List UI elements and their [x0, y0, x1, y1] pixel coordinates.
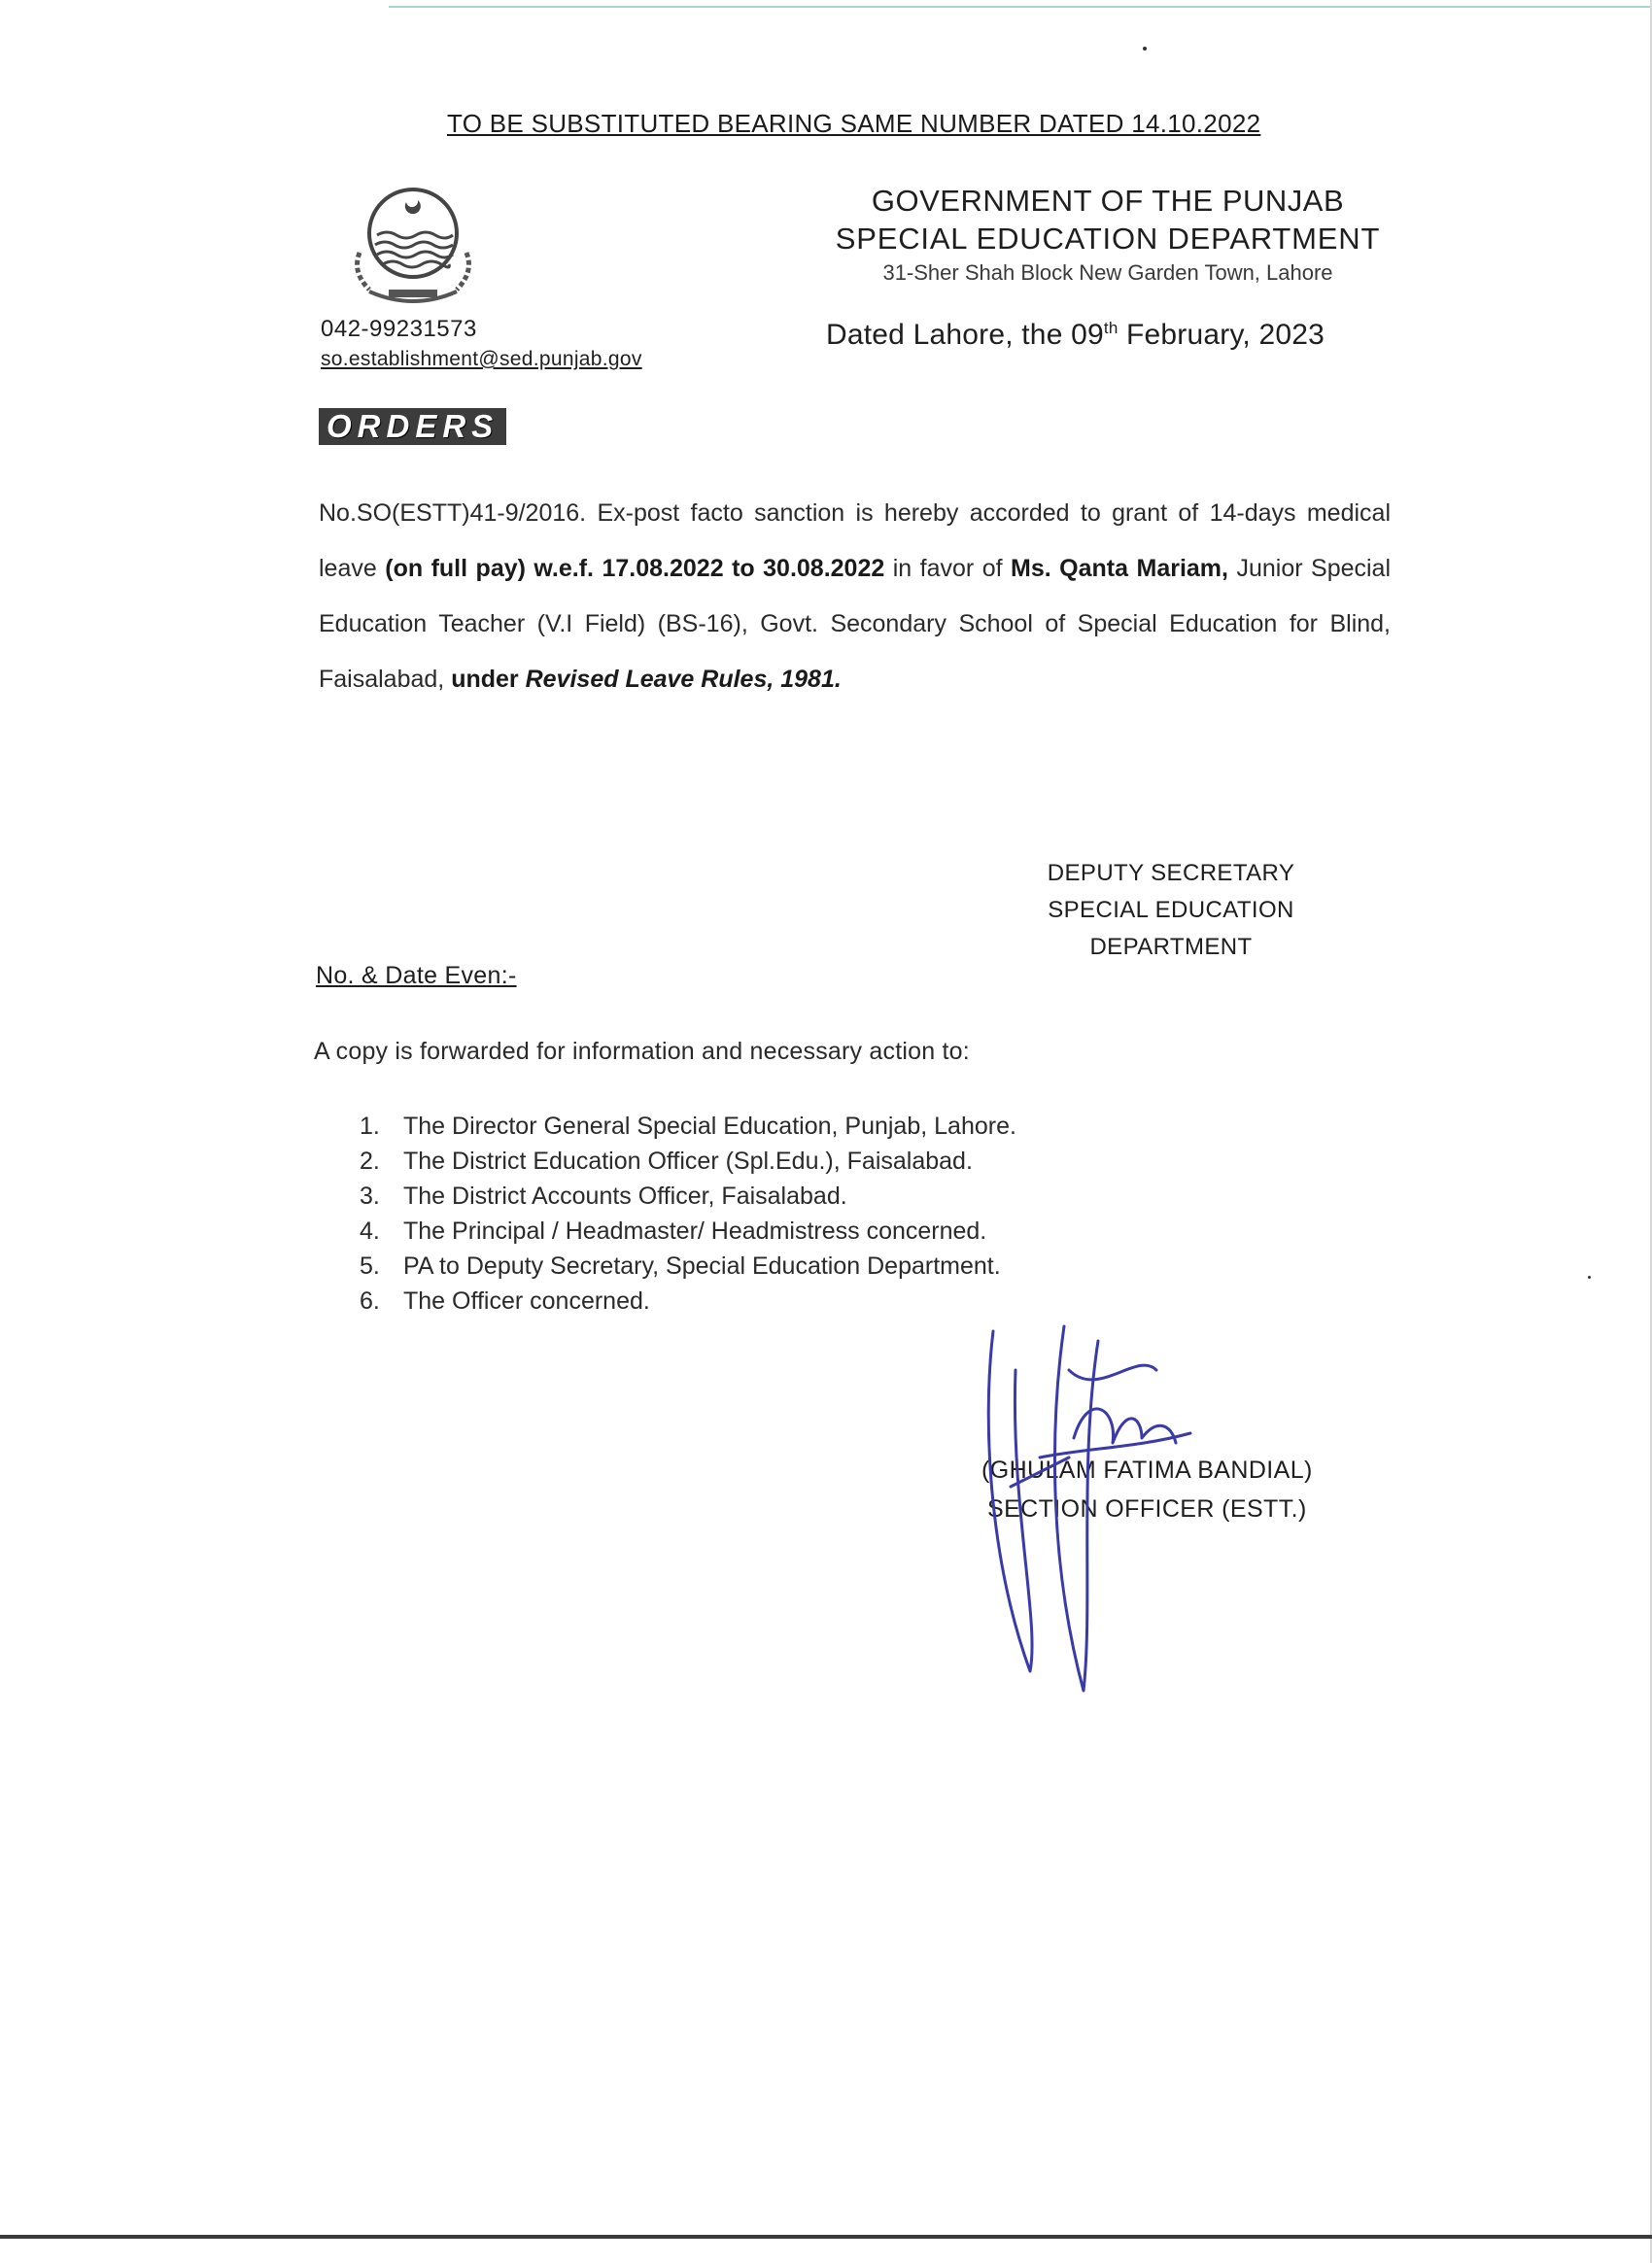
list-number: 1. [360, 1113, 380, 1140]
list-number: 6. [360, 1287, 380, 1315]
list-text: The Principal / Headmaster/ Headmistress concerned. [403, 1217, 987, 1245]
order-text-1: Ex-post facto sanction is hereby accorded to grant of 14-days medical leave [319, 499, 1391, 582]
date-ordinal: th [1103, 319, 1119, 337]
leave-rules: Revised Leave Rules, 1981. [525, 666, 842, 693]
date-prefix: Dated Lahore, the 09 [826, 319, 1104, 351]
department-title: SPECIAL EDUCATION DEPARTMENT [835, 222, 1381, 256]
list-item [360, 1109, 1016, 1144]
order-text-3: Junior Special Education Teacher (V.I Field) (BS-16), Govt. Secondary School of Special Education for Blind, Faisalabad, [319, 555, 1392, 693]
scan-edge-top [389, 6, 1652, 8]
issue-date [826, 319, 1325, 352]
deputy-line-2: SPECIAL EDUCATION [1048, 897, 1294, 923]
leave-period: (on full pay) w.e.f. 17.08.2022 to 30.08.2022 [385, 555, 885, 582]
scan-edge-bottom [0, 2235, 1652, 2239]
order-paragraph [319, 486, 1391, 707]
order-under: under [451, 666, 526, 693]
officer-name: (GHULAM FATIMA BANDIAL) [981, 1457, 1313, 1484]
list-item [360, 1249, 1016, 1284]
scan-speck [1588, 1276, 1591, 1279]
no-date-even-label: No. & Date Even:- [316, 962, 517, 989]
list-text: The District Education Officer (Spl.Edu.), Faisalabad. [403, 1148, 973, 1175]
list-item [360, 1179, 1016, 1214]
email-address: so.establishment@sed.punjab.gov [321, 348, 642, 370]
copy-forwarded-text: A copy is forwarded for information and necessary action to: [314, 1038, 970, 1065]
phone-number: 042-99231573 [321, 316, 477, 342]
government-title: GOVERNMENT OF THE PUNJAB [871, 184, 1345, 218]
list-number: 3. [360, 1183, 380, 1210]
department-address: 31-Sher Shah Block New Garden Town, Lahore [882, 260, 1333, 285]
handwritten-signature-icon [972, 1312, 1205, 1700]
list-text: The Director General Special Education, Punjab, Lahore. [403, 1113, 1016, 1140]
deputy-secretary-block [991, 855, 1351, 966]
substitution-note: TO BE SUBSTITUTED BEARING SAME NUMBER DATED 14.10.2022 [447, 109, 1261, 138]
list-number: 5. [360, 1252, 380, 1280]
deputy-line-1: DEPUTY SECRETARY [1047, 860, 1295, 886]
deputy-line-3: DEPARTMENT [1089, 934, 1253, 960]
employee-name: Ms. Qanta Mariam, [1011, 555, 1228, 582]
officer-title: SECTION OFFICER (ESTT.) [987, 1495, 1307, 1523]
list-item [360, 1144, 1016, 1179]
list-text: The District Accounts Officer, Faisalabad. [403, 1183, 847, 1210]
orders-title: ORDERS [319, 408, 506, 445]
date-suffix: February, 2023 [1118, 319, 1325, 351]
order-text-2: in favor of [884, 555, 1012, 582]
list-number: 4. [360, 1217, 380, 1245]
recipient-list [360, 1109, 1016, 1319]
order-number: No.SO(ESTT)41-9/2016. [319, 499, 587, 527]
scan-speck [1143, 47, 1147, 51]
punjab-emblem-icon [330, 185, 496, 311]
list-number: 2. [360, 1148, 380, 1175]
list-item [360, 1214, 1016, 1249]
list-text: The Officer concerned. [403, 1287, 650, 1315]
list-text: PA to Deputy Secretary, Special Education Department. [403, 1252, 1001, 1280]
department-heading [816, 182, 1399, 289]
list-item [360, 1284, 1016, 1319]
